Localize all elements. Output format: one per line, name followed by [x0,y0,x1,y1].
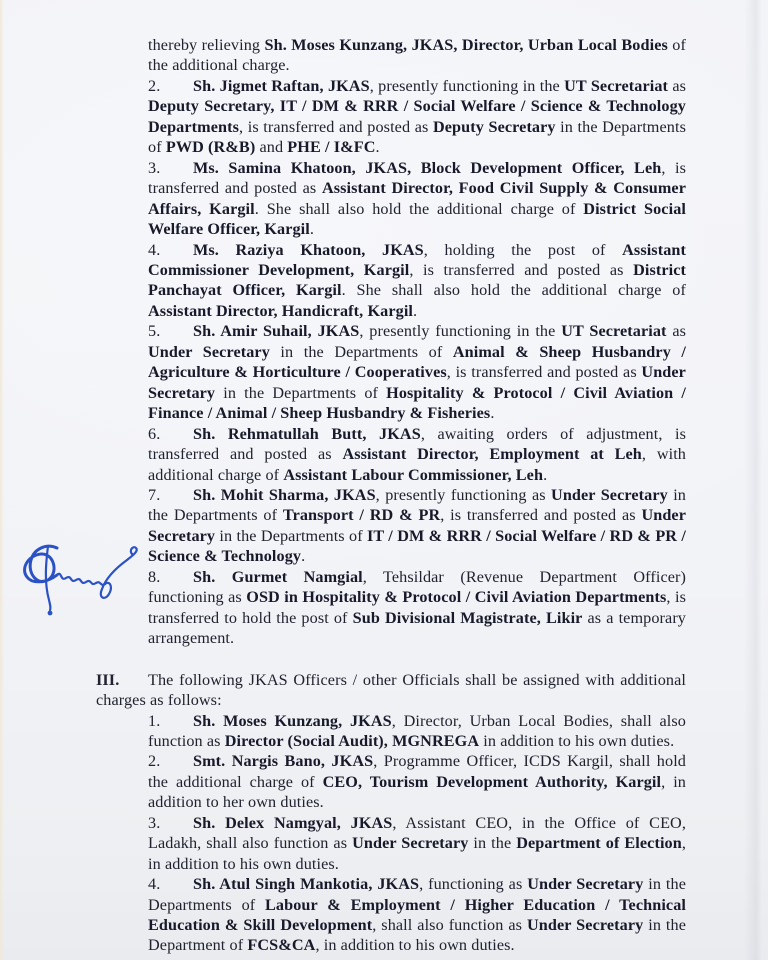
body-text: in the Department of [148,916,687,955]
body-text: , holding the post of [423,240,623,259]
emphasis-text: Deputy Secretary [432,117,556,136]
emphasis-text: Transport / RD & PR [282,506,441,525]
item-number: III. [96,670,120,689]
body-text: , is transferred and posted as [440,506,642,525]
emphasis-text: Under Secretary [526,916,644,935]
emphasis-text: Sh. Delex Namgyal, JKAS [193,813,393,832]
body-text: as [668,76,686,95]
emphasis-text: Deputy Secretary, IT / DM & RRR / Social Welfare / Science & Technology Departments [148,97,686,136]
emphasis-text: Smt. Nargis Bano, JKAS [193,752,374,771]
body-text: . [490,404,495,423]
body-text: as a temporary arrangement. [148,608,686,648]
handwritten-signature-ink [10,540,146,622]
emphasis-text: Assistant Director, Employment at Leh [342,445,642,464]
emphasis-text: Under Secretary [148,506,687,545]
emphasis-text: Sh. Atul Singh Mankotia, JKAS [193,875,420,894]
body-text: . [413,301,418,320]
body-text: . [309,220,315,239]
emphasis-text: Sh. Moses Kunzang, JKAS [193,711,392,730]
body-text: . [375,138,380,157]
body-text: . She shall also hold the additional charge of [341,281,686,300]
emphasis-text: District Social Welfare Officer, Kargil [148,199,686,239]
body-text: , Assistant CEO, in the Office of CEO, Ladakh, shall also function as [148,813,686,853]
emphasis-text: Assistant Commissioner Development, Kargil [148,240,686,279]
body-text: , is transferred and posted as [409,260,634,279]
emphasis-text: Assistant Director, Food Civil Supply & Consumer Affairs, Kargil [148,179,686,218]
body-text: , shall also function as [372,916,527,935]
section-three-item-3 [148,813,686,874]
emphasis-text: Director (Social Audit), MGNREGA [224,731,480,750]
item-number: 4. [148,875,161,894]
section-three-item-1 [148,711,686,752]
item-number: 2. [148,76,161,95]
body-text: , in addition to his own duties. [148,834,687,873]
emphasis-text: Under Secretary [148,363,686,402]
item-number: 7. [148,485,161,504]
body-text: in the Departments of [148,485,686,525]
body-text: , is transferred and posted as [239,117,433,136]
order-item-4 [148,240,686,322]
emphasis-text: Ms. Samina Khatoon, JKAS, Block Development Officer, Leh [193,158,662,177]
body-text: , presently functioning in the [359,322,562,341]
body-text: as [666,322,687,341]
body-text: , functioning as [419,875,528,894]
body-text: , with additional charge of [148,445,687,484]
body-text: , is transferred to hold the post of [148,588,686,627]
body-text: thereby relieving [148,36,265,54]
emphasis-text: Sh. Rehmatullah Butt, JKAS [193,424,421,443]
order-item-5 [148,321,686,423]
emphasis-text: Sh. Jigmet Raftan, JKAS [193,76,370,95]
order-item-6 [148,424,686,485]
body-text: , Programme Officer, ICDS Kargil, shall hold the additional charge of [148,752,686,791]
emphasis-text: Sub Divisional Magistrate, Likir [352,608,583,627]
emphasis-text: Animal & Sheep Husbandry / Agriculture & Horticulture / Cooperatives [148,342,687,382]
emphasis-text: FCS&CA [247,936,316,955]
item-number: 5. [148,322,161,341]
order-text-block [96,35,687,956]
order-item-8 [148,567,686,649]
item-number: 8. [148,567,161,586]
emphasis-text: Assistant Labour Commissioner, Leh [283,465,544,484]
emphasis-text: Sh. Moses Kunzang, JKAS, Director, Urban Local Bodies [264,36,668,54]
emphasis-text: Ms. Raziya Khatoon, JKAS [193,240,424,259]
body-text: , Director, Urban Local Bodies, shall also function as [148,711,687,750]
body-text: in the Departments of [215,383,387,402]
order-item-2 [148,76,686,158]
emphasis-text: OSD in Hospitality & Protocol / Civil Aviation Departments [246,588,667,607]
body-text: , in addition to his own duties. [315,936,515,955]
emphasis-text: Under Secretary [148,342,270,361]
body-text: , in addition to her own duties. [148,772,686,812]
body-text: in the Departments of [269,342,453,361]
section-three-item-2 [148,751,686,812]
body-text: in the [468,834,517,853]
body-text: . [301,547,306,566]
body-text: . She shall also hold the additional charge of [254,199,584,218]
emphasis-text: Department of Election [516,834,682,853]
section-three-heading [96,670,686,711]
emphasis-text: Hospitality & Protocol / Civil Aviation / Finance / Animal / Sheep Husbandry & Fisheries [148,383,687,423]
order-item-7 [148,485,686,567]
item-number: 1. [148,711,161,730]
emphasis-text: IT / DM & RRR / Social Welfare / RD & PR / Science & Technology [148,526,686,566]
body-text: , presently functioning as [375,485,552,504]
body-text: , Tehsildar (Revenue Department Officer) functioning as [148,567,686,607]
item-number: 6. [148,424,161,443]
body-text: in the Departments of [148,875,686,914]
item-number: 2. [148,752,161,771]
body-text: The following JKAS Officers / other Officials shall be assigned with additional charges as follows: [96,670,686,710]
emphasis-text: PWD (R&B) [165,138,256,157]
emphasis-text: District Panchayat Officer, Kargil [148,260,686,300]
emphasis-text: Under Secretary [352,834,469,853]
emphasis-text: UT Secretariat [561,322,667,341]
body-text: of the additional charge. [148,36,686,75]
body-text: , is transferred and posted as [148,158,686,198]
body-text: in the Departments of [148,117,686,157]
order-item-continuation [148,35,686,76]
order-item-3 [148,158,686,240]
emphasis-text: Under Secretary [551,485,668,504]
emphasis-text: CEO, Tourism Development Authority, Kargil [322,772,662,791]
emphasis-text: Assistant Director, Handicraft, Kargil [148,301,414,320]
body-text: , awaiting orders of adjustment, is transferred and posted as [148,424,686,464]
emphasis-text: UT Secretariat [564,76,669,95]
body-text: in addition to his own duties. [479,731,675,750]
emphasis-text: Sh. Amir Suhail, JKAS [193,322,360,341]
section-three-item-4 [148,874,686,956]
emphasis-text: PHE / I&FC [287,138,376,157]
body-text: . [543,465,548,484]
item-number: 3. [148,158,161,177]
body-text: , is transferred and posted as [446,363,642,382]
emphasis-text: Under Secretary [527,875,644,894]
body-text: , presently functioning in the [369,76,565,95]
emphasis-text: Sh. Mohit Sharma, JKAS [193,485,376,504]
body-text: in the Departments of [215,526,367,545]
emphasis-text: Labour & Employment / Higher Education / Technical Education & Skill Development [148,895,686,935]
body-text: and [255,138,288,157]
item-number: 4. [148,240,161,259]
emphasis-text: Sh. Gurmet Namgial [193,567,363,586]
item-number: 3. [148,813,161,832]
